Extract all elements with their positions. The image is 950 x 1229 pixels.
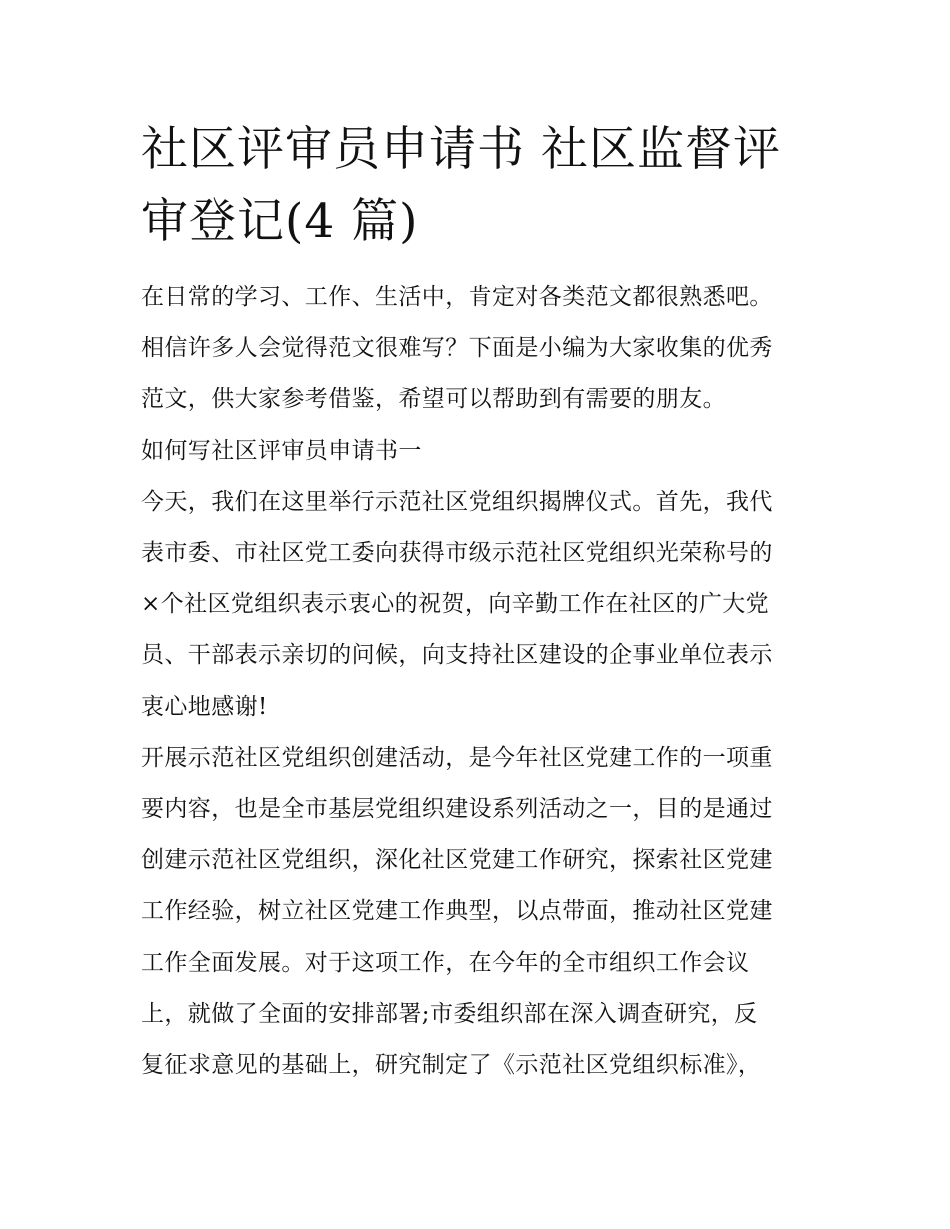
body-line: 要内容，也是全市基层党组织建设系列活动之一，目的是通过: [141, 796, 773, 823]
body-line: ×个社区党组织表示衷心的祝贺，向辛勤工作在社区的广大党: [141, 591, 770, 618]
title-line-2: 审登记(4 篇): [141, 194, 419, 249]
body-line: 开展示范社区党组织创建活动，是今年社区党建工作的一项重: [141, 744, 773, 771]
body-line: 员、干部表示亲切的问候，向支持社区建设的企事业单位表示: [141, 642, 773, 669]
body-line: 工作全面发展。对于这项工作，在今年的全市组织工作会议: [141, 949, 750, 976]
body-line: 相信许多人会觉得范文很难写？下面是小编为大家收集的优秀: [141, 335, 773, 362]
body-line: 复征求意见的基础上，研究制定了《示范社区党组织标准》，: [141, 1052, 762, 1079]
body-line: 范文，供大家参考借鉴，希望可以帮助到有需要的朋友。: [141, 386, 726, 413]
section-heading: 如何写社区评审员申请书一: [141, 437, 422, 464]
title-line-1: 社区评审员申请书 社区监督评: [141, 122, 781, 177]
body-line: 衷心地感谢!: [141, 693, 268, 720]
body-line: 工作经验，树立社区党建工作典型，以点带面，推动社区党建: [141, 898, 773, 925]
body-line: 表市委、市社区党工委向获得市级示范社区党组织光荣称号的: [141, 540, 773, 567]
body-line: 在日常的学习、工作、生活中，肯定对各类范文都很熟悉吧。: [141, 284, 773, 310]
document-content: [141, 114, 821, 1091]
body-line: 今天，我们在这里举行示范社区党组织揭牌仪式。首先，我代: [141, 488, 773, 515]
body-line: 上，就做了全面的安排部署;市委组织部在深入调查研究，反: [141, 1000, 758, 1027]
document-title: [141, 114, 821, 258]
body-line: 创建示范社区党组织，深化社区党建工作研究，探索社区党建: [141, 847, 773, 874]
document-body: [141, 272, 821, 1091]
